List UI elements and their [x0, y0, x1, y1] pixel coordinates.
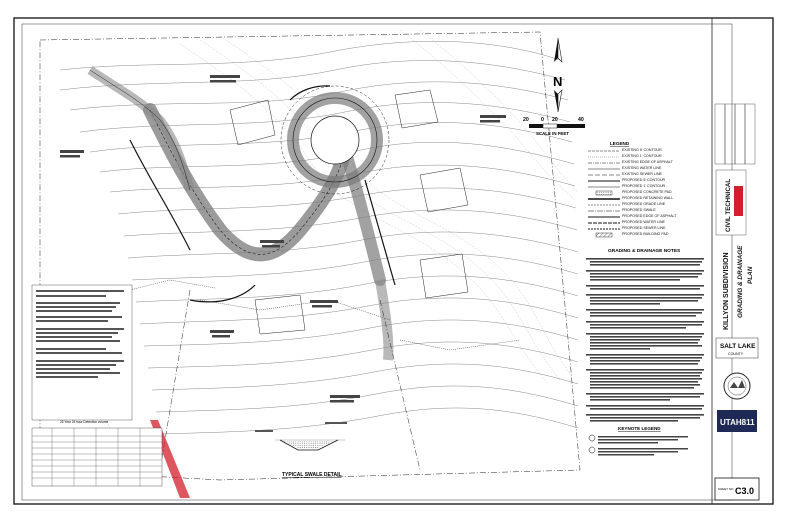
scale-tick-3: 40: [578, 117, 584, 123]
legend-item: EXISTING SEWER LINE: [622, 172, 662, 176]
firm-logo: [716, 170, 746, 235]
stormwater-requirements-block: [32, 285, 132, 420]
scale-tick-0: 20: [523, 117, 529, 123]
legend-label-list: [622, 147, 710, 237]
scale-label: SCALE IN FEET: [536, 131, 569, 136]
scale-tick-2: 20: [552, 117, 558, 123]
swale-detail-title: TYPICAL SWALE DETAIL: [282, 472, 342, 478]
legend-item: EXISTING WATER LINE: [622, 166, 662, 170]
legend-item: PROPOSED 5' CONTOUR: [622, 178, 666, 182]
project-name: KILLYON SUBDIVISION: [723, 252, 730, 330]
legend-item: PROPOSED SWALE: [622, 208, 656, 212]
legend-item: PROPOSED 1' CONTOUR: [622, 184, 666, 188]
legend-item: PROPOSED RETAINING WALL: [622, 196, 674, 200]
legend-item: PROPOSED EDGE OF ASPHALT: [622, 214, 677, 218]
legend-item: PROPOSED GRADE LINE: [622, 202, 666, 206]
keynote-title: KEYNOTE LEGEND: [618, 426, 661, 431]
county-name: SALT LAKE: [720, 343, 756, 350]
notes-title: GRADING & DRAINAGE NOTES: [608, 249, 681, 254]
legend-item: PROPOSED BUILDING PAD: [622, 232, 669, 236]
county-sub: COUNTY: [728, 352, 744, 356]
sheet-title-2: PLAN: [747, 266, 754, 284]
legend-item: PROPOSED CONCRETE PAD: [622, 190, 672, 194]
utah811-text: UTAH811: [720, 418, 755, 427]
legend-item: PROPOSED SEWER LINE: [622, 226, 666, 230]
north-arrow-letter: N: [553, 74, 563, 89]
legend-item: EXISTING 1' CONTOUR: [622, 154, 662, 158]
legend-title: LEGEND: [610, 141, 630, 146]
legend-item: EXISTING EDGE OF ASPHALT: [622, 160, 673, 164]
detention-volume-table: [32, 428, 162, 486]
utah811-logo: [717, 410, 757, 432]
sheet-no-label: SHEET NO.: [718, 487, 735, 491]
sheet-number: C3.0: [735, 486, 755, 496]
sheet-title-1: GRADING & DRAINAGE: [737, 245, 744, 318]
scale-tick-1: 0: [541, 117, 544, 123]
legend-item: EXISTING 5' CONTOUR: [622, 148, 662, 152]
legend-item: PROPOSED WATER LINE: [622, 220, 665, 224]
detention-table-title: 25 Year 24 hour Detention volume: [60, 420, 109, 424]
firm-name: CIVIL TECHNICAL: [725, 178, 732, 232]
